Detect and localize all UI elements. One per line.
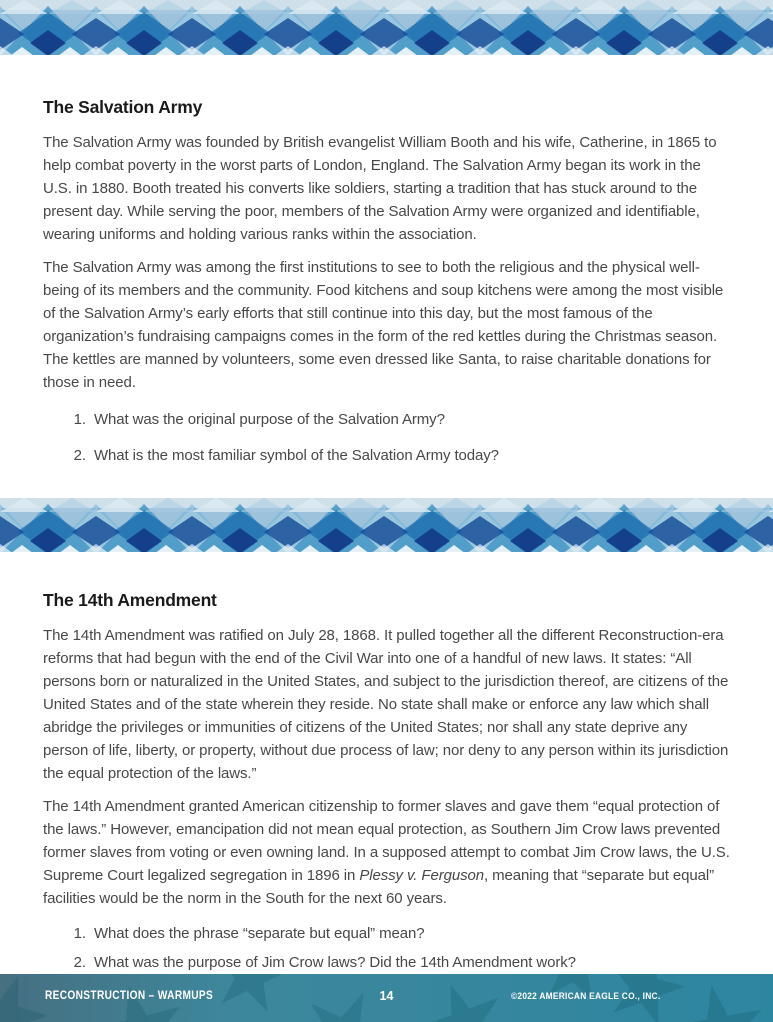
case-name-italic: Plessy v. Ferguson [359,867,484,884]
section-title: The 14th Amendment [43,590,217,610]
paragraph-text: The 14th Amendment granted American citizenship to former slaves and gave them “equal protection of the laws.” However, emancipation did not mean equal protection, as Southern Jim Crow laws prevented former slaves from voting or even owning land. In a supposed attempt to combat Jim Crow laws, the U.S. Supreme Court legalized segregation in 1896 in [43,798,730,884]
question-item: 1. What does the phrase “separate but equal” mean? [90,922,730,945]
footer-series-title: RECONSTRUCTION – WARMUPS [45,990,214,1002]
question-item: 1. What was the original purpose of the Salvation Army? [90,408,730,431]
section-title: The Salvation Army [43,97,203,117]
section-salvation-army [0,55,773,480]
question-item: 2. What is the most familiar symbol of the Salvation Army today? [90,444,730,467]
paragraph: The 14th Amendment was ratified on July 28, 1868. It pulled together all the different Reconstruction-era reforms that had begun with the end of the Civil War into one of a handful of new laws. It states: “All persons born or naturalized in the United States, and subject to the jurisdiction thereof, are citizens of the United States and of the state wherein they reside. No state shall make or enforce any law which shall abridge the privileges or immunities of citizens of the United States; nor shall any state deprive any person of life, liberty, or property, without due process of law; nor deny to any person within its jurisdiction the equal protection of the laws.” [43,627,729,782]
question-list [43,408,730,467]
page-footer [0,974,773,1022]
section-14th-amendment [0,552,773,974]
paragraph: The Salvation Army was founded by British evangelist William Booth and his wife, Catherine, in 1865 to help combat poverty in the worst parts of London, England. The Salvation Army began its work in the U.S. in 1880. Booth treated his converts like soldiers, starting a tradition that has stuck around to the present day. While serving the poor, members of the Salvation Army were organized and identifiable, wearing uniforms and holding various ranks within the association. [43,134,717,243]
question-list [43,922,730,974]
question-item: 2. What was the purpose of Jim Crow laws? Did the 14th Amendment work? [90,951,730,974]
paragraph-text: , meaning that “separate but equal” facilities would be the norm in the South for the next 60 years. [43,867,714,907]
paragraph: The Salvation Army was among the first institutions to see to both the religious and the physical well-being of its members and the community. Food kitchens and soup kitchens were among the most visible of the Salvation Army’s early efforts that still continue into this day, but the most famous of the organization’s fundraising campaigns comes in the form of the red kettles during the Christmas season. The kettles are manned by volunteers, some even dressed like Santa, to raise charitable donations for those in need. [43,259,724,391]
footer-copyright: ©2022 AMERICAN EAGLE CO., INC. [511,991,661,1002]
paragraph [43,795,730,910]
page-number: 14 [379,989,394,1003]
geometric-border-middle [0,498,773,552]
geometric-border-top [0,0,773,55]
